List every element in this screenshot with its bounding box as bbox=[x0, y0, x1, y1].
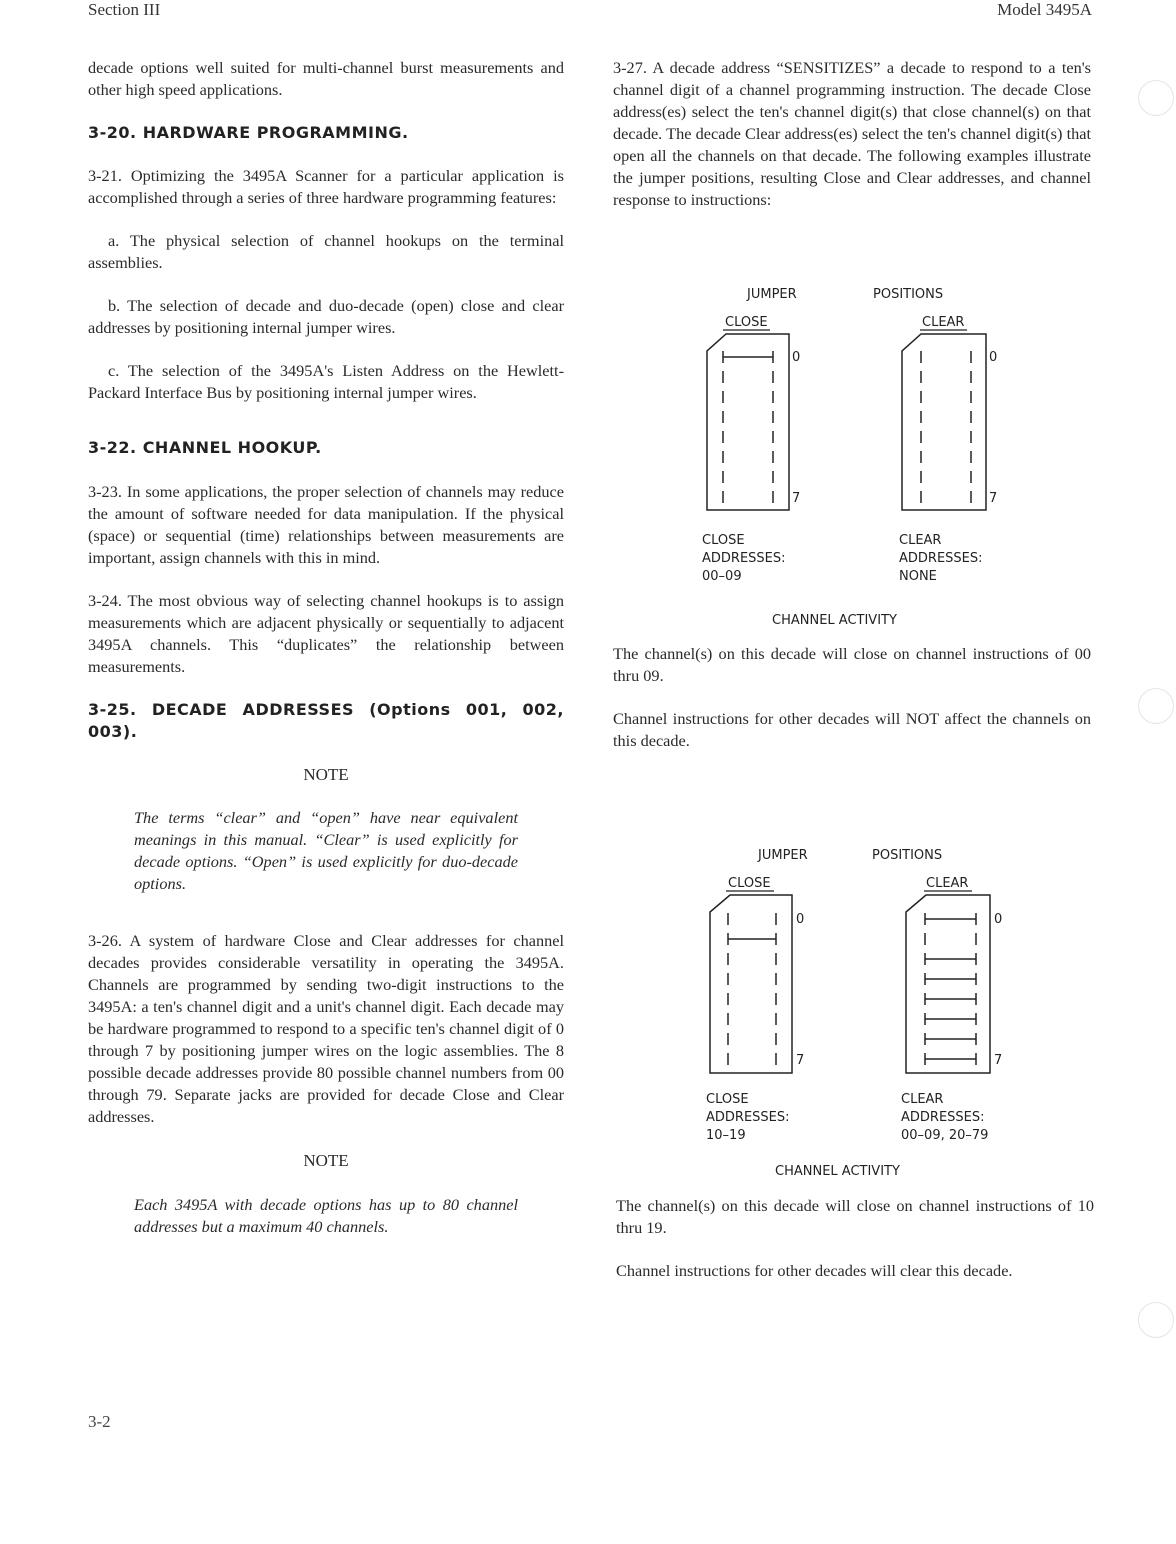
close-address-title: CLOSE bbox=[706, 1092, 749, 1107]
clear-address-value: 00–09, 20–79 bbox=[901, 1128, 989, 1143]
clear-jack-label: CLEAR bbox=[926, 876, 969, 891]
positions-label: POSITIONS bbox=[872, 848, 943, 863]
channel-activity-label: CHANNEL ACTIVITY bbox=[772, 613, 897, 628]
channel-activity-label: CHANNEL ACTIVITY bbox=[775, 1164, 900, 1179]
list-item-c: c. The selection of the 3495A's Listen Address on the Hewlett-Packard Interface Bus by positioning internal jumper wires. bbox=[88, 361, 564, 402]
note-title-2: NOTE bbox=[303, 1151, 349, 1170]
example1-paragraph-1: The channel(s) on this decade will close on channel instructions of 00 thru 09. bbox=[613, 644, 1091, 685]
clear-bottom-digit: 7 bbox=[994, 1053, 1003, 1068]
clear-address-value: NONE bbox=[899, 569, 937, 584]
jumper-label: JUMPER bbox=[747, 287, 797, 302]
close-bottom-digit: 7 bbox=[796, 1053, 805, 1068]
clear-top-digit: 0 bbox=[994, 912, 1003, 927]
note-body-1: The terms “clear” and “open” have near equivalent meanings in this manual. “Clear” is used explicitly for decade options. “Open” is used explicitly for duo-decade options. bbox=[134, 808, 518, 893]
binder-hole-middle bbox=[1138, 688, 1174, 724]
close-jack-label: CLOSE bbox=[728, 876, 771, 891]
close-pin-group bbox=[728, 913, 776, 1065]
clear-pin-group bbox=[925, 913, 976, 1065]
heading-3-25: 3-25. DECADE ADDRESSES (Options 001, 002, 003). bbox=[88, 700, 564, 741]
list-item-b: b. The selection of decade and duo-decade (open) close and clear addresses by positioning internal jumper wires. bbox=[88, 296, 564, 337]
section-header: Section III bbox=[88, 0, 161, 19]
clear-address-label: ADDRESSES: bbox=[899, 551, 983, 566]
clear-jack-label: CLEAR bbox=[922, 315, 965, 330]
example1-paragraph-2: Channel instructions for other decades will NOT affect the channels on this decade. bbox=[613, 709, 1091, 750]
positions-label: POSITIONS bbox=[873, 287, 944, 302]
heading-3-22: 3-22. CHANNEL HOOKUP. bbox=[88, 438, 322, 457]
jumper-diagram-example-1 bbox=[690, 280, 1030, 630]
close-address-value: 00–09 bbox=[702, 569, 742, 584]
clear-jack-outline bbox=[902, 334, 986, 510]
close-top-digit: 0 bbox=[792, 350, 801, 365]
model-header: Model 3495A bbox=[997, 0, 1092, 19]
binder-hole-top bbox=[1138, 80, 1174, 116]
close-address-label: ADDRESSES: bbox=[702, 551, 786, 566]
right-column-top bbox=[613, 57, 1091, 211]
close-address-value: 10–19 bbox=[706, 1128, 746, 1143]
close-pin-group bbox=[723, 351, 773, 503]
note-body-2: Each 3495A with decade options has up to 80 channel addresses but a maximum 40 channels. bbox=[134, 1195, 518, 1236]
clear-bottom-digit: 7 bbox=[989, 491, 998, 506]
binder-hole-bottom bbox=[1138, 1302, 1174, 1338]
close-jack-outline bbox=[710, 895, 792, 1073]
clear-pin-group bbox=[921, 351, 971, 503]
clear-address-title: CLEAR bbox=[899, 533, 942, 548]
left-column bbox=[88, 57, 564, 1238]
page-number: 3-2 bbox=[88, 1412, 111, 1431]
clear-address-title: CLEAR bbox=[901, 1092, 944, 1107]
note-title-1: NOTE bbox=[303, 765, 349, 784]
jumper-label: JUMPER bbox=[758, 848, 808, 863]
paragraph-3-21: 3-21. Optimizing the 3495A Scanner for a particular application is accomplished through a series of three hardware programming features: bbox=[88, 166, 564, 207]
close-bottom-digit: 7 bbox=[792, 491, 801, 506]
close-address-label: ADDRESSES: bbox=[706, 1110, 790, 1125]
close-address-title: CLOSE bbox=[702, 533, 745, 548]
example2-text bbox=[616, 1195, 1094, 1282]
list-item-a: a. The physical selection of channel hookups on the terminal assemblies. bbox=[88, 231, 564, 272]
heading-3-20: 3-20. HARDWARE PROGRAMMING. bbox=[88, 123, 409, 142]
close-jack-label: CLOSE bbox=[725, 315, 768, 330]
intro-paragraph: decade options well suited for multi-channel burst measurements and other high speed applications. bbox=[88, 58, 564, 99]
clear-jack-outline bbox=[906, 895, 990, 1073]
example1-text bbox=[613, 643, 1091, 752]
clear-top-digit: 0 bbox=[989, 350, 998, 365]
paragraph-3-26: 3-26. A system of hardware Close and Clear addresses for channel decades provides considerable versatility in operating the 3495A. Channels are programmed by sending two-digit instructions to the 3495A: a ten's channel digit and a unit's channel digit. Each decade may be hardware programmed to respond to a specific ten's channel digit of 0 through 7 by positioning jumper wires on the logic assemblies. The 8 possible decade addresses provide 80 possible channel numbers from 00 through 79. Separate jacks are provided for decade Close and Clear addresses. bbox=[88, 931, 564, 1126]
clear-address-label: ADDRESSES: bbox=[901, 1110, 985, 1125]
paragraph-3-24: 3-24. The most obvious way of selecting channel hookups is to assign measurements which are adjacent physically or sequentially to adjacent 3495A channels. This “duplicates” the relationship between measurements. bbox=[88, 591, 564, 676]
example2-paragraph-2: Channel instructions for other decades will clear this decade. bbox=[616, 1261, 1013, 1280]
jumper-diagram-example-2 bbox=[690, 841, 1030, 1191]
close-top-digit: 0 bbox=[796, 912, 805, 927]
close-jack-outline bbox=[707, 334, 789, 510]
paragraph-3-23: 3-23. In some applications, the proper selection of channels may reduce the amount of software needed for data manipulation. If the physical (space) or sequential (time) relationships between measurements are important, assign channels with this in mind. bbox=[88, 482, 564, 567]
paragraph-3-27: 3-27. A decade address “SENSITIZES” a decade to respond to a ten's channel digit of a channel programming instruction. The decade Close address(es) select the ten's channel digit(s) that close channel(s) on that decade. The decade Clear address(es) select the ten's channel digit(s) that open all the channels on that decade. The following examples illustrate the jumper positions, resulting Close and Clear addresses, and channel response to instructions: bbox=[613, 58, 1091, 209]
example2-paragraph-1: The channel(s) on this decade will close on channel instructions of 10 thru 19. bbox=[616, 1196, 1094, 1237]
